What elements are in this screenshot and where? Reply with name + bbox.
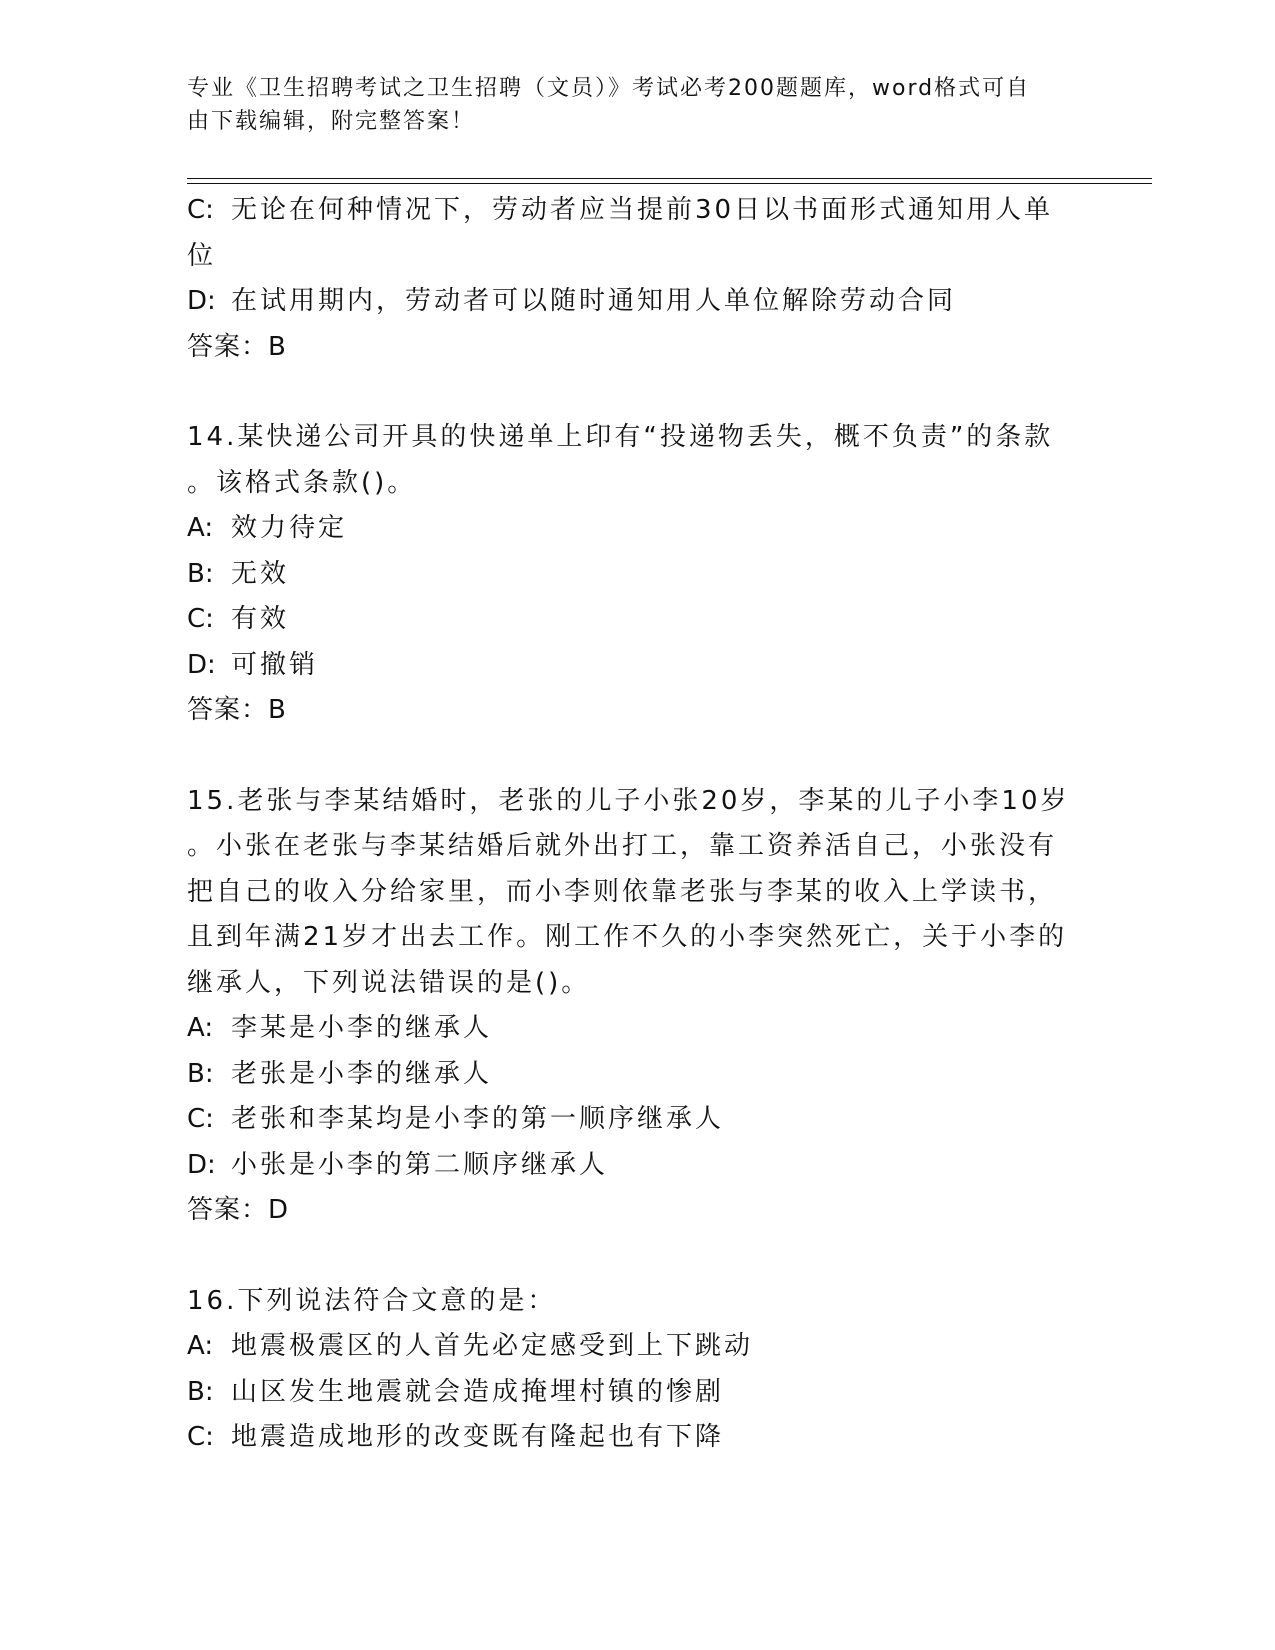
option-line xyxy=(187,234,1077,280)
option-text: 效力待定 xyxy=(231,513,348,543)
question-block xyxy=(187,779,1077,1234)
option-letter: A: xyxy=(187,1013,214,1043)
question-continuation xyxy=(187,188,1077,370)
option-text: 位 xyxy=(187,240,217,271)
option-line xyxy=(187,279,1077,325)
answer-line: 答案：B xyxy=(187,331,287,362)
option-letter: C: xyxy=(187,604,214,634)
option-line xyxy=(187,1370,1077,1416)
option-line xyxy=(187,1006,1077,1052)
question-block xyxy=(187,1279,1077,1461)
option-line xyxy=(187,597,1077,643)
question-list xyxy=(187,188,1077,1461)
option-letter: D: xyxy=(187,286,216,316)
option-text: 在试用期内，劳动者可以随时通知用人单位解除劳动合同 xyxy=(231,286,957,316)
option-letter: C: xyxy=(187,195,214,225)
option-text: 可撤销 xyxy=(231,649,319,680)
question-stem-line: 16.下列说法符合文意的是： xyxy=(187,1285,557,1316)
option-line xyxy=(187,1415,1077,1461)
option-text: 地震造成地形的改变既有隆起也有下降 xyxy=(231,1422,725,1452)
option-text: 地震极震区的人首先必定感受到上下跳动 xyxy=(231,1331,754,1361)
question-stem-line: 把自己的收入分给家里，而小李则依靠老张与李某的收入上学读书， xyxy=(187,876,1058,907)
question-gap xyxy=(187,1234,1077,1279)
question-stem-line: 14.某快递公司开具的快递单上印有“投递物丢失，概不负责”的条款 xyxy=(187,422,1054,452)
option-letter: D: xyxy=(187,1149,216,1180)
option-letter: D: xyxy=(187,649,216,680)
answer-line: 答案：B xyxy=(187,695,287,725)
question-stem-line: 且到年满21岁才出去工作。刚工作不久的小李突然死亡，关于小李的 xyxy=(187,922,1068,952)
document-header xyxy=(187,72,1067,138)
option-line xyxy=(187,1324,1077,1370)
header-line-1: 专业《卫生招聘考试之卫生招聘（文员）》考试必考200题题库，word格式可自 xyxy=(187,76,1031,101)
option-letter: B: xyxy=(187,1376,214,1407)
header-divider-bottom xyxy=(187,183,1152,184)
question-stem-line: 继承人，下列说法错误的是()。 xyxy=(187,967,591,998)
header-divider-top xyxy=(187,178,1152,179)
question-gap xyxy=(187,370,1077,415)
option-text: 李某是小李的继承人 xyxy=(231,1013,493,1043)
option-text: 有效 xyxy=(231,604,290,634)
option-letter: A: xyxy=(187,1331,214,1361)
option-text: 老张和李某均是小李的第一顺序继承人 xyxy=(231,1104,725,1134)
option-letter: B: xyxy=(187,1058,214,1089)
option-text: 小张是小李的第二顺序继承人 xyxy=(231,1149,609,1180)
option-line xyxy=(187,188,1077,234)
question-gap xyxy=(187,734,1077,779)
option-text: 无效 xyxy=(231,558,290,589)
question-stem-line: 。小张在老张与李某结婚后就外出打工，靠工资养活自己，小张没有 xyxy=(187,831,1058,861)
question-block xyxy=(187,415,1077,734)
option-line xyxy=(187,1052,1077,1098)
answer-line: 答案：D xyxy=(187,1195,290,1225)
option-letter: C: xyxy=(187,1422,214,1452)
option-line xyxy=(187,1097,1077,1143)
question-stem-line: 15.老张与李某结婚时，老张的儿子小张20岁，李某的儿子小李10岁 xyxy=(187,785,1070,816)
option-text: 无论在何种情况下，劳动者应当提前30日以书面形式通知用人单 xyxy=(231,195,1054,225)
option-letter: B: xyxy=(187,558,214,589)
option-line xyxy=(187,552,1077,598)
option-line xyxy=(187,643,1077,689)
option-line xyxy=(187,1143,1077,1189)
option-text: 山区发生地震就会造成掩埋村镇的惨剧 xyxy=(231,1376,725,1407)
header-line-2: 由下载编辑，附完整答案！ xyxy=(187,109,476,134)
option-line xyxy=(187,506,1077,552)
option-letter: A: xyxy=(187,513,214,543)
option-letter: C: xyxy=(187,1104,214,1134)
option-text: 老张是小李的继承人 xyxy=(231,1058,493,1089)
question-stem-line: 。该格式条款()。 xyxy=(187,467,417,498)
